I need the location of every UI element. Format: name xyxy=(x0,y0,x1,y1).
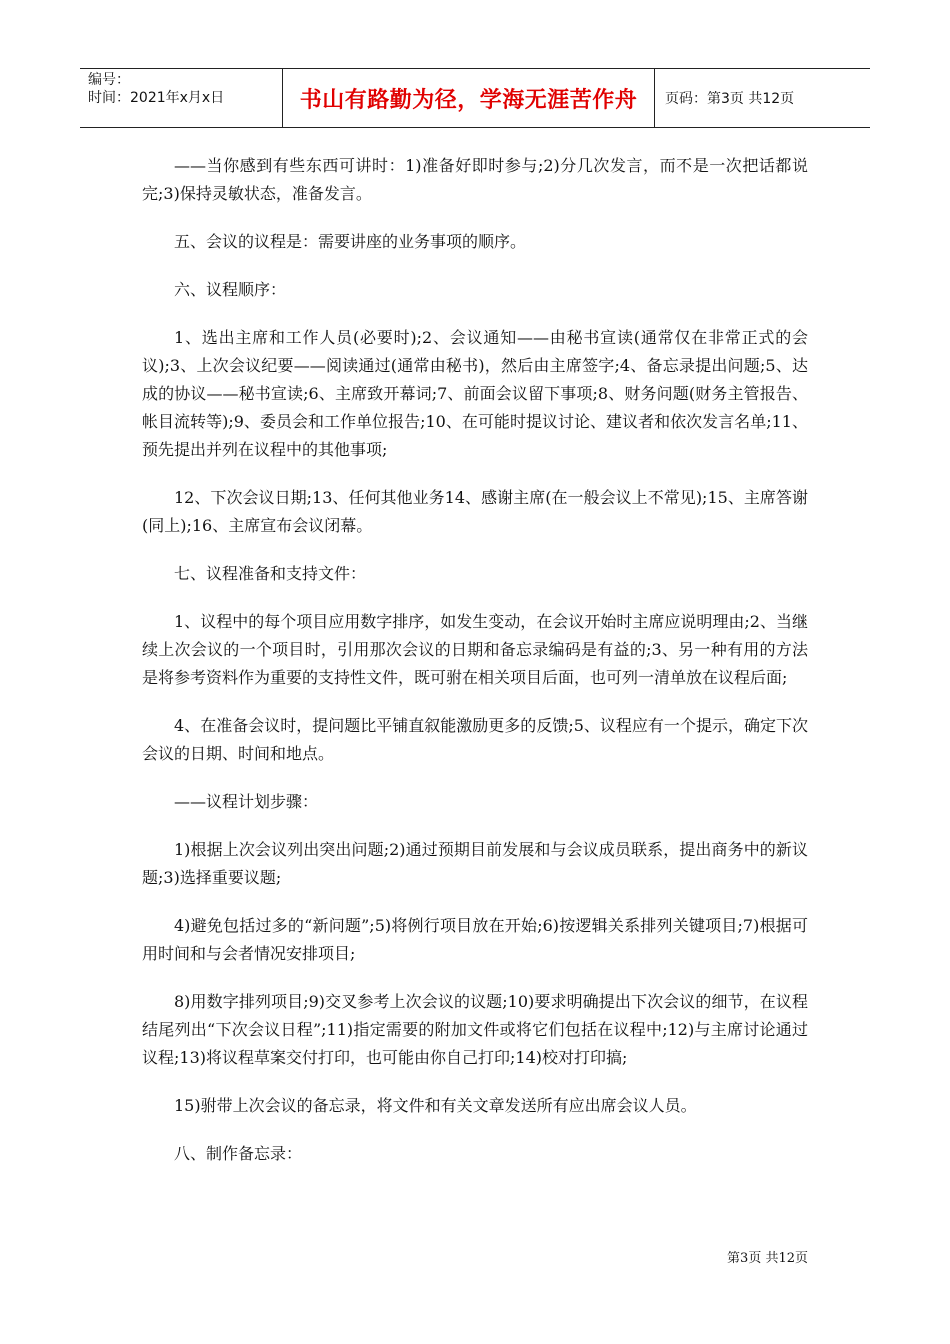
paragraph: 1、选出主席和工作人员(必要时);2、会议通知——由秘书宣读(通常仅在非常正式的会议);3、上次会议纪要——阅读通过(通常由秘书)，然后由主席签字;4、备忘录提出问题;5、达成的协议——秘书宣读;6、主席致开幕词;7、前面会议留下事项;8、财务问题(财务主管报告、帐目流转等);9、委员会和工作单位报告;10、在可能时提议讨论、建议者和依次发言名单;11、预先提出并列在议程中的其他事项; xyxy=(142,328,808,459)
paragraph: 4)避免包括过多的“新问题”;5)将例行项目放在开始;6)按逻辑关系排列关键项目;7)根据可用时间和与会者情况安排项目; xyxy=(142,916,808,963)
header-meta-cell xyxy=(80,69,283,127)
page-header xyxy=(80,68,870,128)
paragraph: 1)根据上次会议列出突出问题;2)通过预期目前发展和与会议成员联系，提出商务中的新议题;3)选择重要议题; xyxy=(142,840,808,887)
subheading-planning-steps: ——议程计划步骤： xyxy=(174,792,319,811)
header-page-number: 页码：第3页 共12页 xyxy=(665,91,795,107)
paragraph: 4、在准备会议时，提问题比平铺直叙能激励更多的反馈;5、议程应有一个提示，确定下次会议的日期、时间和地点。 xyxy=(142,716,808,763)
document-time-label: 时间：2021年x月x日 xyxy=(88,90,225,106)
paragraph: 1、议程中的每个项目应用数字排序，如发生变动，在会议开始时主席应说明理由;2、当继续上次会议的一个项目时，引用那次会议的日期和备忘录编码是有益的;3、另一种有用的方法是将参考资料作为重要的支持性文件，既可驸在相关项目后面，也可列一清单放在议程后面; xyxy=(142,612,808,687)
paragraph: ——当你感到有些东西可讲时：1)准备好即时参与;2)分几次发言，而不是一次把话都说完;3)保持灵敏状态，准备发言。 xyxy=(142,156,808,203)
section-heading-agenda: 五、会议的议程是：需要讲座的业务事项的顺序。 xyxy=(174,232,527,251)
paragraph: 8)用数字排列项目;9)交叉参考上次会议的议题;10)要求明确提出下次会议的细节，在议程结尾列出“下次会议日程”;11)指定需要的附加文件或将它们包括在议程中;12)与主席讨论通过议程;13)将议程草案交付打印，也可能由你自己打印;14)校对打印搞; xyxy=(142,992,808,1067)
section-heading-agenda-preparation: 七、议程准备和支持文件： xyxy=(174,564,367,583)
document-body xyxy=(142,152,808,1188)
paragraph: 12、下次会议日期;13、任何其他业务14、感谢主席(在一般会议上不常见);15、主席答谢(同上);16、主席宣布会议闭幕。 xyxy=(142,488,808,535)
page-footer: 第3页 共12页 xyxy=(727,1251,808,1266)
section-heading-memo: 八、制作备忘录： xyxy=(174,1144,303,1163)
paragraph: 15)驸带上次会议的备忘录，将文件和有关文章发送所有应出席会议人员。 xyxy=(174,1096,697,1115)
section-heading-agenda-order: 六、议程顺序： xyxy=(174,280,287,299)
document-number-label: 编号： xyxy=(88,72,130,88)
header-motto: 书山有路勤为径，学海无涯苦作舟 xyxy=(283,69,655,127)
